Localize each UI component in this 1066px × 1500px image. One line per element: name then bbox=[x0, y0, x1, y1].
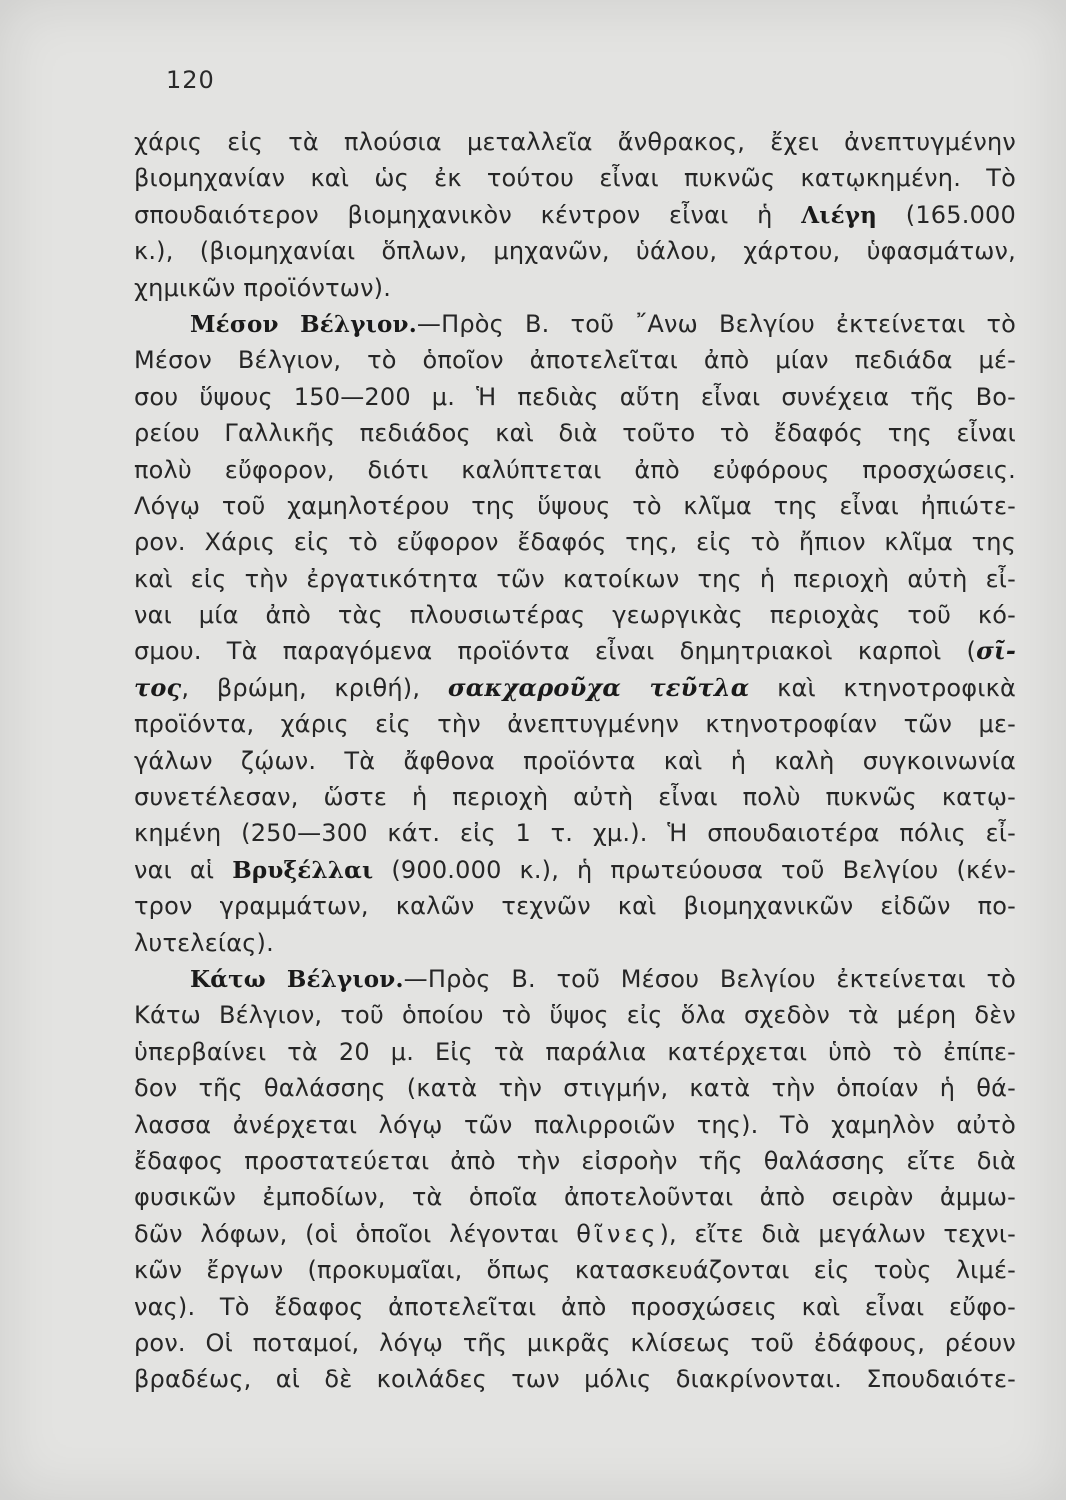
text-line: Μέσον Βέλγιον, τὸ ὁποῖον ἀποτελεῖται ἀπὸ μίαν πεδιάδα μέ- bbox=[134, 346, 1016, 375]
section-heading-lower-belgium: Κάτω Βέλγιον. bbox=[190, 965, 404, 993]
text-line: ρείου Γαλλικῆς πεδιάδος καὶ διὰ τοῦτο τὸ ἔδαφός της εἶναι bbox=[134, 419, 1016, 448]
text-line: λυτελείας). bbox=[134, 928, 274, 957]
emphasis-wheat: σῖ- bbox=[976, 636, 1016, 666]
section-heading-line: Μέσον Βέλγιον.—Πρὸς Β. τοῦ ῎Ανω Βελγίου ἐκτείνεται τὸ bbox=[190, 309, 1016, 338]
section-heading-middle-belgium: Μέσον Βέλγιον. bbox=[190, 310, 417, 338]
text-line: τος, βρώμη, κριθή), σακχαροῦχα τεῦτλα καὶ κτηνοτροφικὰ bbox=[134, 672, 1016, 702]
text-line: πολὺ εὔφορον, διότι καλύπτεται ἀπὸ εὐφόρους προσχώσεις. bbox=[134, 455, 1016, 484]
text-line: φυσικῶν ἐμποδίων, τὰ ὁποῖα ἀποτελοῦνται ἀπὸ σειρὰν ἀμμω- bbox=[134, 1183, 1016, 1212]
text-line: ναι μία ἀπὸ τὰς πλουσιωτέρας γεωργικὰς περιοχὰς τοῦ κό- bbox=[134, 601, 1016, 630]
text-line: κ.), (βιομηχανίαι ὅπλων, μηχανῶν, ὑάλου, χάρτου, ὑφασμάτων, bbox=[134, 237, 1016, 266]
text-line: καὶ εἰς τὴν ἐργατικότητα τῶν κατοίκων της ἡ περιοχὴ αὐτὴ εἶ- bbox=[134, 564, 1016, 593]
text-line: ἔδαφος προστατεύεται ἀπὸ τὴν εἰσροὴν τῆς θαλάσσης εἴτε διὰ bbox=[134, 1146, 1016, 1175]
text-line: δον τῆς θαλάσσης (κατὰ τὴν στιγμήν, κατὰ τὴν ὁποίαν ἡ θά- bbox=[134, 1074, 1016, 1103]
place-name-brussels: Βρυξέλλαι bbox=[232, 856, 374, 884]
text-body bbox=[134, 124, 1016, 1398]
text-line: σπουδαιότερον βιομηχανικὸν κέντρον εἶναι ἡ Λιέγη (165.000 bbox=[134, 200, 1016, 229]
section-heading-line: Κάτω Βέλγιον.—Πρὸς Β. τοῦ Μέσου Βελγίου ἐκτείνεται τὸ bbox=[190, 964, 1017, 993]
text-line: ρον. Οἱ ποταμοί, λόγῳ τῆς μικρᾶς κλίσεως τοῦ ἐδάφους, ρέουν bbox=[134, 1328, 1016, 1357]
text-line: σμου. Τὰ παραγόμενα προϊόντα εἶναι δημητριακοὶ καρποὶ (σῖ- bbox=[134, 636, 1016, 666]
spaced-term-dunes: θῖνες bbox=[576, 1219, 660, 1248]
text-line: βραδέως, αἱ δὲ κοιλάδες των μόλις διακρίνονται. Σπουδαιότε- bbox=[134, 1365, 1016, 1394]
text-line: τρον γραμμάτων, καλῶν τεχνῶν καὶ βιομηχανικῶν εἰδῶν πο- bbox=[134, 892, 1016, 921]
text-line: κημένη (250—300 κάτ. εἰς 1 τ. χμ.). Ἡ σπουδαιοτέρα πόλις εἶ- bbox=[134, 819, 1016, 848]
emphasis-wheat-end: τος bbox=[134, 672, 182, 702]
text-line: νας). Τὸ ἔδαφος ἀποτελεῖται ἀπὸ προσχώσεις καὶ εἶναι εὔφο- bbox=[134, 1292, 1016, 1321]
text-line: ναι αἱ Βρυξέλλαι (900.000 κ.), ἡ πρωτεύουσα τοῦ Βελγίου (κέν- bbox=[134, 855, 1016, 884]
text-line: δῶν λόφων, (οἱ ὁποῖοι λέγονται θῖνες), εἴτε διὰ μεγάλων τεχνι- bbox=[134, 1219, 1017, 1248]
text-line: χάρις εἰς τὰ πλούσια μεταλλεῖα ἄνθρακος, ἔχει ἀνεπτυγμένην bbox=[134, 128, 1016, 156]
text-line: βιομηχανίαν καὶ ὡς ἐκ τούτου εἶναι πυκνῶς κατῳκημένη. Τὸ bbox=[134, 164, 1016, 193]
place-name-liege: Λιέγη bbox=[801, 201, 878, 229]
text-line: σου ὕψους 150—200 μ. Ἡ πεδιὰς αὕτη εἶναι συνέχεια τῆς Βο- bbox=[134, 382, 1016, 411]
text-line: χημικῶν προϊόντων). bbox=[134, 273, 392, 302]
text-line: λασσα ἀνέρχεται λόγῳ τῶν παλιρροιῶν της). Τὸ χαμηλὸν αὐτὸ bbox=[134, 1110, 1016, 1139]
text-line: κῶν ἔργων (προκυμαῖαι, ὅπως κατασκευάζονται εἰς τοὺς λιμέ- bbox=[134, 1256, 1016, 1285]
text-line: ὑπερβαίνει τὰ 20 μ. Εἰς τὰ παράλια κατέρχεται ὑπὸ τὸ ἐπίπε- bbox=[134, 1037, 1016, 1066]
text-line: Κάτω Βέλγιον, τοῦ ὁποίου τὸ ὕψος εἰς ὅλα σχεδὸν τὰ μέρη δὲν bbox=[134, 1001, 1016, 1030]
text-line: συνετέλεσαν, ὥστε ἡ περιοχὴ αὐτὴ εἶναι πολὺ πυκνῶς κατῳ- bbox=[134, 783, 1016, 812]
emphasis-sugar-beets: σακχαροῦχα τεῦτλα bbox=[447, 672, 750, 702]
text-line: Λόγῳ τοῦ χαμηλοτέρου της ὕψους τὸ κλῖμα της εἶναι ἠπιώτε- bbox=[134, 491, 1016, 520]
text-line: προϊόντα, χάρις εἰς τὴν ἀνεπτυγμένην κτηνοτροφίαν τῶν με- bbox=[134, 710, 1016, 739]
text-line: γάλων ζῴων. Τὰ ἄφθονα προϊόντα καὶ ἡ καλὴ συγκοινωνία bbox=[134, 746, 1016, 775]
page-number: 120 bbox=[166, 66, 215, 94]
text-line: ρον. Χάρις εἰς τὸ εὔφορον ἔδαφός της, εἰς τὸ ἤπιον κλῖμα της bbox=[134, 528, 1016, 557]
